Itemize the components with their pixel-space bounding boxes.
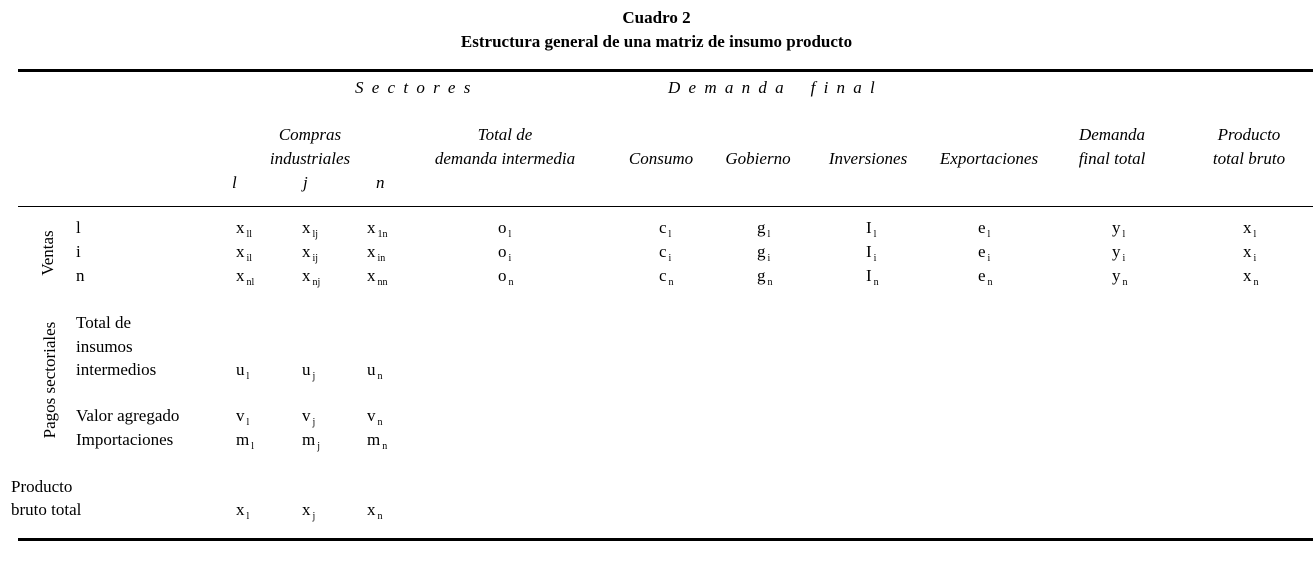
header-compras-2: industriales <box>269 149 351 168</box>
ventas-row-label: n <box>76 266 85 285</box>
header-ptb-2: total bruto <box>1212 149 1286 168</box>
ventas-cell: e $_l$ <box>978 218 991 240</box>
header-col-j: j <box>303 173 308 192</box>
ventas-cell: x $_i$ <box>1243 242 1257 264</box>
ventas-cell: e $_n$ <box>978 266 993 288</box>
ventas-cell: x $_{ll}$ <box>236 218 253 240</box>
header-dft-2: final total <box>1078 149 1146 168</box>
header-total-1: Total de <box>477 125 533 144</box>
header-total-2: demanda intermedia <box>434 149 576 168</box>
header-rule <box>18 206 1313 207</box>
header-demanda-final: D e m a n d a f i n a l <box>668 78 877 97</box>
pagos-total-1: Total de <box>76 313 131 332</box>
header-dft-1: Demanda <box>1078 125 1146 144</box>
pagos-cell-u: u $_j$ <box>302 360 316 382</box>
header-sectores: S e c t o r e s <box>355 78 473 97</box>
ventas-cell: o $_i$ <box>498 242 512 264</box>
group-pagos: Pagos sectoriales <box>40 321 59 439</box>
ventas-cell: c $_i$ <box>659 242 672 264</box>
table-subtitle: Estructura general de una matriz de insumo producto <box>460 32 853 51</box>
group-ventas: Ventas <box>38 230 57 276</box>
ventas-cell: x $_{nj}$ <box>302 266 321 288</box>
pagos-cell-u: u $_n$ <box>367 360 383 382</box>
ventas-row-label: i <box>76 242 81 261</box>
ventas-cell: x $_{nn}$ <box>367 266 388 288</box>
producto-cell: x $_n$ <box>367 500 383 522</box>
ventas-cell: g $_n$ <box>757 266 773 288</box>
ventas-row-label: l <box>76 218 81 237</box>
ventas-cell: x $_{1n}$ <box>367 218 388 240</box>
ventas-cell: I $_n$ <box>866 266 879 288</box>
ventas-cell: c $_n$ <box>659 266 674 288</box>
ventas-cell: I $_l$ <box>866 218 877 240</box>
header-col-n: n <box>376 173 385 192</box>
pagos-cell-u: u $_l$ <box>236 360 250 382</box>
pagos-cell-m: m $_l$ <box>236 430 255 452</box>
header-gobierno: Gobierno <box>725 149 791 168</box>
ventas-cell: x $_{in}$ <box>367 242 386 264</box>
header-consumo: Consumo <box>628 149 694 168</box>
pagos-total-3: intermedios <box>76 360 157 379</box>
pagos-cell-m: m $_n$ <box>367 430 388 452</box>
ventas-cell: x $_{ij}$ <box>302 242 319 264</box>
ventas-cell: g $_i$ <box>757 242 771 264</box>
ventas-cell: y $_n$ <box>1112 266 1128 288</box>
top-rule <box>18 69 1313 72</box>
table-title: Cuadro 2 <box>622 8 691 27</box>
pagos-valor: Valor agregado <box>76 406 180 425</box>
ventas-cell: o $_l$ <box>498 218 512 240</box>
producto-cell: x $_j$ <box>302 500 316 522</box>
header-ptb-1: Producto <box>1217 125 1281 144</box>
ventas-cell: x $_{il}$ <box>236 242 253 264</box>
producto-label-1: Producto <box>11 477 73 496</box>
ventas-cell: e $_i$ <box>978 242 991 264</box>
producto-cell: x $_l$ <box>236 500 250 522</box>
ventas-cell: c $_l$ <box>659 218 672 240</box>
pagos-cell-v: v $_n$ <box>367 406 383 428</box>
pagos-cell-v: v $_l$ <box>236 406 250 428</box>
header-inversiones: Inversiones <box>828 149 908 168</box>
pagos-total-2: insumos <box>76 337 133 356</box>
pagos-cell-m: m $_j$ <box>302 430 321 452</box>
header-exportaciones: Exportaciones <box>939 149 1039 168</box>
ventas-cell: I $_i$ <box>866 242 877 264</box>
ventas-cell: x $_{nl}$ <box>236 266 255 288</box>
bottom-rule <box>18 538 1313 541</box>
pagos-cell-v: v $_j$ <box>302 406 316 428</box>
ventas-cell: o $_n$ <box>498 266 514 288</box>
header-compras-1: Compras <box>278 125 342 144</box>
pagos-importaciones: Importaciones <box>76 430 174 449</box>
producto-label-2: bruto total <box>11 500 82 519</box>
ventas-cell: x $_{lj}$ <box>302 218 319 240</box>
ventas-cell: y $_i$ <box>1112 242 1126 264</box>
ventas-cell: x $_l$ <box>1243 218 1257 240</box>
ventas-cell: g $_l$ <box>757 218 771 240</box>
header-col-1: l <box>232 173 237 192</box>
ventas-cell: y $_l$ <box>1112 218 1126 240</box>
ventas-cell: x $_n$ <box>1243 266 1259 288</box>
